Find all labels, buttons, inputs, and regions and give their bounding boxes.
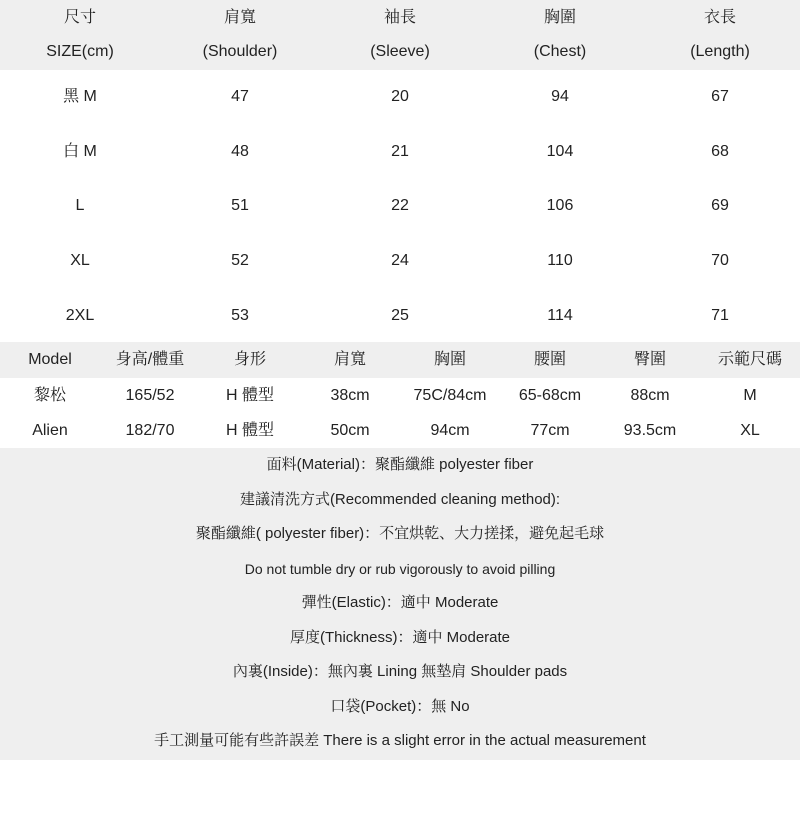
height-weight-header: 身高/體重	[115, 351, 185, 368]
height-weight-cell: 165/52	[125, 387, 175, 404]
length-cell: 67	[711, 88, 729, 106]
measurement-note-line: 手工測量可能有些許誤差 There is a slight error in the actual measurement	[154, 732, 646, 749]
waist-cell: 77cm	[530, 422, 570, 439]
model-header: Model	[28, 351, 72, 368]
waist-header: 腰圍	[533, 351, 566, 368]
size-header-en: SIZE(cm)	[46, 43, 114, 60]
material-line: 面料(Material)：聚酯纖維 polyester fiber	[266, 456, 534, 473]
thickness-line: 厚度(Thickness)：適中 Moderate	[289, 628, 511, 646]
demo-size-header: 示範尺碼	[717, 351, 782, 368]
length-cell: 70	[711, 252, 729, 270]
material-info-block	[0, 448, 800, 760]
size-cell: 白 M	[63, 142, 97, 160]
body-type-cell: H 體型	[225, 422, 274, 439]
shoulder-cell: 52	[231, 252, 249, 270]
hip-cell: 88cm	[630, 387, 670, 404]
table-row	[0, 234, 800, 289]
body-type-header: 身形	[233, 351, 266, 368]
body-type-cell: H 體型	[225, 387, 274, 404]
size-header-en-row	[0, 34, 800, 70]
length-cell: 71	[711, 306, 729, 324]
model-name-cell: 黎松	[33, 387, 66, 404]
elastic-line: 彈性(Elastic)：適中 Moderate	[301, 594, 499, 611]
length-header-cn: 衣長	[703, 9, 736, 26]
shoulder-header-cn: 肩寬	[223, 9, 256, 26]
length-cell: 69	[711, 197, 729, 215]
shoulder-cell: 48	[231, 142, 249, 160]
sleeve-cell: 20	[391, 88, 409, 106]
cleaning-cn-line: 聚酯纖維( polyester fiber)：不宜烘乾、大力搓揉，避免起毛球	[195, 525, 605, 542]
size-chart-body	[0, 70, 800, 343]
chest-cell: 106	[546, 197, 574, 215]
chest-cell: 114	[547, 306, 573, 324]
size-header-cn: 尺寸	[63, 9, 96, 26]
hip-header: 臀圍	[633, 351, 666, 368]
model-table-header	[0, 342, 800, 378]
sleeve-cell: 21	[391, 142, 409, 160]
cleaning-method-line: 建議清洗方式(Recommended cleaning method):	[239, 490, 561, 508]
height-weight-cell: 182/70	[125, 422, 175, 439]
chest-cell: 94	[551, 88, 569, 106]
length-cell: 68	[711, 142, 729, 160]
size-cell: L	[75, 197, 85, 215]
waist-cell: 65-68cm	[518, 387, 582, 404]
chest-header-cn: 胸圍	[543, 9, 576, 26]
size-header-cn-row	[0, 0, 800, 36]
shoulder-cell: 50cm	[330, 422, 370, 439]
table-row	[0, 288, 800, 343]
shoulder-header-en: (Shoulder)	[202, 43, 278, 60]
inside-line: 內裏(Inside)：無內裏 Lining 無墊肩 Shoulder pads	[232, 663, 568, 680]
table-row	[0, 179, 800, 234]
chest-header: 胸圍	[433, 351, 466, 368]
length-header-en: (Length)	[690, 43, 750, 60]
table-row	[0, 379, 800, 413]
sleeve-cell: 24	[391, 252, 409, 270]
pocket-line: 口袋(Pocket)：無 No	[330, 697, 470, 715]
sleeve-header-en: (Sleeve)	[370, 43, 430, 60]
table-row	[0, 70, 800, 125]
sleeve-header-cn: 袖長	[383, 9, 416, 26]
size-cell: XL	[70, 252, 90, 270]
model-name-cell: Alien	[32, 422, 68, 439]
shoulder-cell: 47	[231, 88, 249, 106]
size-cell: 2XL	[65, 306, 95, 324]
shoulder-header: 肩寬	[333, 351, 366, 368]
chest-cell: 75C/84cm	[413, 387, 487, 404]
cleaning-en-line: Do not tumble dry or rub vigorously to avoid pilling	[244, 560, 556, 577]
hip-cell: 93.5cm	[623, 422, 677, 439]
chest-cell: 110	[547, 252, 573, 270]
sleeve-cell: 25	[391, 306, 409, 324]
size-chart-header	[0, 0, 800, 70]
size-cell: 黑 M	[63, 88, 97, 106]
shoulder-cell: 53	[231, 306, 249, 324]
chest-cell: 104	[546, 142, 574, 160]
shoulder-cell: 38cm	[330, 387, 370, 404]
chest-cell: 94cm	[430, 422, 470, 439]
chest-header-en: (Chest)	[533, 43, 587, 60]
sleeve-cell: 22	[391, 197, 409, 215]
table-row	[0, 414, 800, 448]
demo-size-cell: M	[743, 387, 757, 404]
table-row	[0, 125, 800, 180]
demo-size-cell: XL	[740, 422, 760, 439]
shoulder-cell: 51	[231, 197, 249, 215]
